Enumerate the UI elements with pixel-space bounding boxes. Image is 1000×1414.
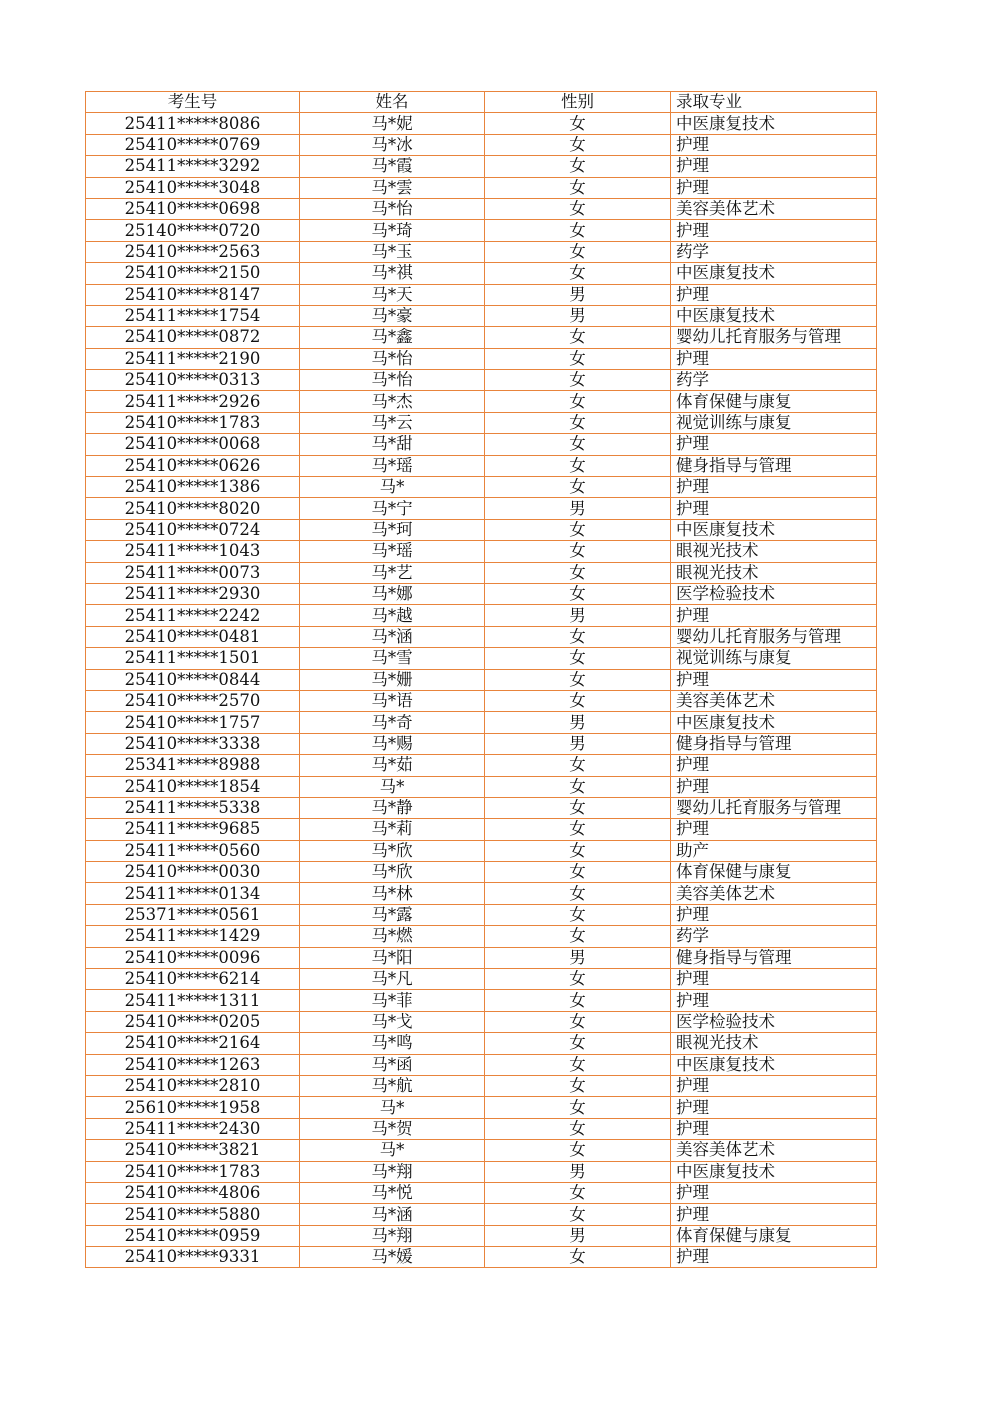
major-cell: 眼视光技术 <box>671 562 877 583</box>
name-cell: 马*悦 <box>300 1182 485 1203</box>
name-cell: 马*姗 <box>300 669 485 690</box>
table-row <box>86 562 877 583</box>
exam-number-cell: 25410*****8020 <box>86 498 300 519</box>
gender-cell: 男 <box>485 1225 671 1246</box>
gender-cell: 女 <box>485 541 671 562</box>
name-cell: 马*翔 <box>300 1225 485 1246</box>
major-cell: 婴幼儿托育服务与管理 <box>671 327 877 348</box>
major-cell: 中医康复技术 <box>671 1054 877 1075</box>
major-cell: 护理 <box>671 1097 877 1118</box>
table-row <box>86 648 877 669</box>
table-row <box>86 391 877 412</box>
gender-cell: 女 <box>485 969 671 990</box>
table-row <box>86 883 877 904</box>
gender-cell: 女 <box>485 434 671 455</box>
name-cell: 马*林 <box>300 883 485 904</box>
table-row <box>86 819 877 840</box>
exam-number-cell: 25410*****2570 <box>86 690 300 711</box>
gender-cell: 女 <box>485 883 671 904</box>
gender-cell: 女 <box>485 113 671 134</box>
gender-cell: 女 <box>485 840 671 861</box>
gender-cell: 女 <box>485 263 671 284</box>
header-gender: 性别 <box>485 92 671 113</box>
exam-number-cell: 25410*****1854 <box>86 776 300 797</box>
exam-number-cell: 25410*****0959 <box>86 1225 300 1246</box>
gender-cell: 女 <box>485 134 671 155</box>
table-row <box>86 220 877 241</box>
gender-cell: 女 <box>485 1033 671 1054</box>
exam-number-cell: 25411*****8086 <box>86 113 300 134</box>
gender-cell: 女 <box>485 220 671 241</box>
exam-number-cell: 25410*****3048 <box>86 177 300 198</box>
table-row <box>86 263 877 284</box>
major-cell: 医学检验技术 <box>671 583 877 604</box>
exam-number-cell: 25411*****2930 <box>86 583 300 604</box>
table-row <box>86 241 877 262</box>
table-row <box>86 1118 877 1139</box>
name-cell: 马*琦 <box>300 220 485 241</box>
table-row <box>86 712 877 733</box>
gender-cell: 女 <box>485 391 671 412</box>
major-cell: 护理 <box>671 434 877 455</box>
exam-number-cell: 25411*****2242 <box>86 605 300 626</box>
gender-cell: 女 <box>485 562 671 583</box>
table-row <box>86 519 877 540</box>
gender-cell: 女 <box>485 669 671 690</box>
major-cell: 体育保健与康复 <box>671 862 877 883</box>
name-cell: 马*瑶 <box>300 541 485 562</box>
name-cell: 马*甜 <box>300 434 485 455</box>
gender-cell: 男 <box>485 1161 671 1182</box>
exam-number-cell: 25410*****4806 <box>86 1182 300 1203</box>
name-cell: 马*雪 <box>300 648 485 669</box>
gender-cell: 女 <box>485 1140 671 1161</box>
table-row <box>86 969 877 990</box>
major-cell: 助产 <box>671 840 877 861</box>
name-cell: 马*茹 <box>300 755 485 776</box>
table-header-row <box>86 92 877 113</box>
exam-number-cell: 25410*****1757 <box>86 712 300 733</box>
major-cell: 护理 <box>671 1247 877 1268</box>
table-row <box>86 113 877 134</box>
exam-number-cell: 25410*****1783 <box>86 412 300 433</box>
name-cell: 马*艺 <box>300 562 485 583</box>
name-cell: 马*翔 <box>300 1161 485 1182</box>
gender-cell: 男 <box>485 712 671 733</box>
name-cell: 马*欣 <box>300 862 485 883</box>
name-cell: 马*露 <box>300 904 485 925</box>
exam-number-cell: 25411*****5338 <box>86 797 300 818</box>
exam-number-cell: 25410*****1263 <box>86 1054 300 1075</box>
name-cell: 马*云 <box>300 412 485 433</box>
table-row <box>86 134 877 155</box>
name-cell: 马*越 <box>300 605 485 626</box>
gender-cell: 女 <box>485 455 671 476</box>
name-cell: 马*珂 <box>300 519 485 540</box>
table-row <box>86 626 877 647</box>
table-row <box>86 690 877 711</box>
exam-number-cell: 25411*****2190 <box>86 348 300 369</box>
name-cell: 马*鸣 <box>300 1033 485 1054</box>
table-row <box>86 498 877 519</box>
exam-number-cell: 25410*****2563 <box>86 241 300 262</box>
header-major: 录取专业 <box>671 92 877 113</box>
major-cell: 护理 <box>671 819 877 840</box>
admission-table <box>85 91 877 1268</box>
major-cell: 体育保健与康复 <box>671 1225 877 1246</box>
exam-number-cell: 25410*****1783 <box>86 1161 300 1182</box>
table-row <box>86 541 877 562</box>
exam-number-cell: 25610*****1958 <box>86 1097 300 1118</box>
table-row <box>86 455 877 476</box>
exam-number-cell: 25371*****0561 <box>86 904 300 925</box>
name-cell: 马*赐 <box>300 733 485 754</box>
gender-cell: 女 <box>485 819 671 840</box>
gender-cell: 女 <box>485 583 671 604</box>
gender-cell: 女 <box>485 1182 671 1203</box>
table-row <box>86 348 877 369</box>
gender-cell: 男 <box>485 305 671 326</box>
gender-cell: 男 <box>485 733 671 754</box>
table-row <box>86 797 877 818</box>
gender-cell: 女 <box>485 1097 671 1118</box>
table-row <box>86 605 877 626</box>
exam-number-cell: 25410*****0481 <box>86 626 300 647</box>
major-cell: 护理 <box>671 669 877 690</box>
major-cell: 护理 <box>671 1075 877 1096</box>
admission-list-sheet <box>85 91 876 1268</box>
gender-cell: 女 <box>485 519 671 540</box>
gender-cell: 女 <box>485 327 671 348</box>
exam-number-cell: 25410*****0769 <box>86 134 300 155</box>
major-cell: 药学 <box>671 241 877 262</box>
major-cell: 美容美体艺术 <box>671 198 877 219</box>
table-row <box>86 434 877 455</box>
exam-number-cell: 25411*****0560 <box>86 840 300 861</box>
major-cell: 婴幼儿托育服务与管理 <box>671 626 877 647</box>
major-cell: 护理 <box>671 605 877 626</box>
gender-cell: 女 <box>485 797 671 818</box>
major-cell: 中医康复技术 <box>671 263 877 284</box>
exam-number-cell: 25410*****2810 <box>86 1075 300 1096</box>
table-row <box>86 1097 877 1118</box>
table-row <box>86 904 877 925</box>
exam-number-cell: 25411*****3292 <box>86 156 300 177</box>
name-cell: 马*欣 <box>300 840 485 861</box>
exam-number-cell: 25411*****2430 <box>86 1118 300 1139</box>
name-cell: 马*航 <box>300 1075 485 1096</box>
major-cell: 护理 <box>671 755 877 776</box>
name-cell: 马*涵 <box>300 626 485 647</box>
table-row <box>86 583 877 604</box>
major-cell: 护理 <box>671 1118 877 1139</box>
name-cell: 马*涵 <box>300 1204 485 1225</box>
exam-number-cell: 25410*****3821 <box>86 1140 300 1161</box>
major-cell: 美容美体艺术 <box>671 1140 877 1161</box>
table-row <box>86 1247 877 1268</box>
major-cell: 中医康复技术 <box>671 712 877 733</box>
major-cell: 护理 <box>671 348 877 369</box>
exam-number-cell: 25410*****0724 <box>86 519 300 540</box>
gender-cell: 女 <box>485 690 671 711</box>
major-cell: 中医康复技术 <box>671 305 877 326</box>
major-cell: 眼视光技术 <box>671 541 877 562</box>
major-cell: 护理 <box>671 284 877 305</box>
gender-cell: 女 <box>485 1118 671 1139</box>
table-row <box>86 370 877 391</box>
table-body <box>86 113 877 1268</box>
name-cell: 马*祺 <box>300 263 485 284</box>
exam-number-cell: 25410*****2150 <box>86 263 300 284</box>
exam-number-cell: 25411*****2926 <box>86 391 300 412</box>
name-cell: 马*玉 <box>300 241 485 262</box>
table-row <box>86 1075 877 1096</box>
exam-number-cell: 25410*****0844 <box>86 669 300 690</box>
major-cell: 美容美体艺术 <box>671 690 877 711</box>
name-cell: 马* <box>300 477 485 498</box>
table-row <box>86 412 877 433</box>
major-cell: 中医康复技术 <box>671 519 877 540</box>
exam-number-cell: 25410*****0068 <box>86 434 300 455</box>
exam-number-cell: 25341*****8988 <box>86 755 300 776</box>
table-row <box>86 1204 877 1225</box>
major-cell: 护理 <box>671 177 877 198</box>
name-cell: 马*莉 <box>300 819 485 840</box>
table-row <box>86 840 877 861</box>
table-row <box>86 1033 877 1054</box>
table-row <box>86 327 877 348</box>
table-row <box>86 990 877 1011</box>
exam-number-cell: 25410*****3338 <box>86 733 300 754</box>
table-row <box>86 284 877 305</box>
major-cell: 护理 <box>671 969 877 990</box>
gender-cell: 女 <box>485 477 671 498</box>
name-cell: 马*娜 <box>300 583 485 604</box>
exam-number-cell: 25410*****0626 <box>86 455 300 476</box>
table-row <box>86 669 877 690</box>
name-cell: 马*阳 <box>300 947 485 968</box>
exam-number-cell: 25411*****1311 <box>86 990 300 1011</box>
exam-number-cell: 25411*****0073 <box>86 562 300 583</box>
exam-number-cell: 25410*****1386 <box>86 477 300 498</box>
name-cell: 马*杰 <box>300 391 485 412</box>
gender-cell: 女 <box>485 648 671 669</box>
major-cell: 护理 <box>671 990 877 1011</box>
name-cell: 马* <box>300 1140 485 1161</box>
gender-cell: 女 <box>485 1075 671 1096</box>
exam-number-cell: 25411*****1429 <box>86 926 300 947</box>
gender-cell: 女 <box>485 241 671 262</box>
header-exam-number: 考生号 <box>86 92 300 113</box>
name-cell: 马*鑫 <box>300 327 485 348</box>
name-cell: 马*奇 <box>300 712 485 733</box>
table-row <box>86 755 877 776</box>
name-cell: 马* <box>300 1097 485 1118</box>
name-cell: 马*怡 <box>300 370 485 391</box>
gender-cell: 女 <box>485 177 671 198</box>
name-cell: 马*天 <box>300 284 485 305</box>
gender-cell: 女 <box>485 348 671 369</box>
name-cell: 马*瑶 <box>300 455 485 476</box>
gender-cell: 女 <box>485 990 671 1011</box>
major-cell: 美容美体艺术 <box>671 883 877 904</box>
major-cell: 护理 <box>671 477 877 498</box>
exam-number-cell: 25411*****9685 <box>86 819 300 840</box>
table-row <box>86 156 877 177</box>
major-cell: 中医康复技术 <box>671 1161 877 1182</box>
exam-number-cell: 25410*****6214 <box>86 969 300 990</box>
table-row <box>86 776 877 797</box>
table-row <box>86 733 877 754</box>
name-cell: 马* <box>300 776 485 797</box>
exam-number-cell: 25410*****0205 <box>86 1011 300 1032</box>
gender-cell: 男 <box>485 605 671 626</box>
table-row <box>86 198 877 219</box>
exam-number-cell: 25410*****0872 <box>86 327 300 348</box>
name-cell: 马*怡 <box>300 348 485 369</box>
exam-number-cell: 25410*****0313 <box>86 370 300 391</box>
gender-cell: 女 <box>485 198 671 219</box>
name-cell: 马*菲 <box>300 990 485 1011</box>
table-row <box>86 1011 877 1032</box>
gender-cell: 女 <box>485 862 671 883</box>
major-cell: 护理 <box>671 156 877 177</box>
major-cell: 医学检验技术 <box>671 1011 877 1032</box>
name-cell: 马*戈 <box>300 1011 485 1032</box>
major-cell: 护理 <box>671 134 877 155</box>
name-cell: 马*函 <box>300 1054 485 1075</box>
table-row <box>86 862 877 883</box>
major-cell: 眼视光技术 <box>671 1033 877 1054</box>
name-cell: 马*妮 <box>300 113 485 134</box>
exam-number-cell: 25411*****1501 <box>86 648 300 669</box>
header-name: 姓名 <box>300 92 485 113</box>
exam-number-cell: 25410*****2164 <box>86 1033 300 1054</box>
table-row <box>86 1161 877 1182</box>
major-cell: 护理 <box>671 776 877 797</box>
table-row <box>86 477 877 498</box>
gender-cell: 女 <box>485 626 671 647</box>
major-cell: 中医康复技术 <box>671 113 877 134</box>
exam-number-cell: 25410*****5880 <box>86 1204 300 1225</box>
major-cell: 护理 <box>671 1204 877 1225</box>
exam-number-cell: 25410*****0698 <box>86 198 300 219</box>
gender-cell: 女 <box>485 156 671 177</box>
table-row <box>86 305 877 326</box>
name-cell: 马*怡 <box>300 198 485 219</box>
table-row <box>86 947 877 968</box>
table-row <box>86 926 877 947</box>
major-cell: 护理 <box>671 904 877 925</box>
exam-number-cell: 25140*****0720 <box>86 220 300 241</box>
name-cell: 马*霞 <box>300 156 485 177</box>
major-cell: 健身指导与管理 <box>671 455 877 476</box>
table-row <box>86 1140 877 1161</box>
name-cell: 马*贺 <box>300 1118 485 1139</box>
gender-cell: 女 <box>485 412 671 433</box>
exam-number-cell: 25410*****0096 <box>86 947 300 968</box>
name-cell: 马*静 <box>300 797 485 818</box>
name-cell: 马*语 <box>300 690 485 711</box>
major-cell: 体育保健与康复 <box>671 391 877 412</box>
exam-number-cell: 25410*****0030 <box>86 862 300 883</box>
major-cell: 婴幼儿托育服务与管理 <box>671 797 877 818</box>
major-cell: 药学 <box>671 926 877 947</box>
gender-cell: 女 <box>485 1247 671 1268</box>
name-cell: 马*雲 <box>300 177 485 198</box>
exam-number-cell: 25410*****8147 <box>86 284 300 305</box>
gender-cell: 男 <box>485 947 671 968</box>
major-cell: 护理 <box>671 498 877 519</box>
gender-cell: 男 <box>485 498 671 519</box>
name-cell: 马*凡 <box>300 969 485 990</box>
major-cell: 药学 <box>671 370 877 391</box>
major-cell: 健身指导与管理 <box>671 733 877 754</box>
gender-cell: 女 <box>485 1011 671 1032</box>
gender-cell: 女 <box>485 370 671 391</box>
exam-number-cell: 25410*****9331 <box>86 1247 300 1268</box>
name-cell: 马*燃 <box>300 926 485 947</box>
gender-cell: 女 <box>485 776 671 797</box>
major-cell: 护理 <box>671 1182 877 1203</box>
major-cell: 视觉训练与康复 <box>671 648 877 669</box>
gender-cell: 男 <box>485 284 671 305</box>
gender-cell: 女 <box>485 1204 671 1225</box>
exam-number-cell: 25411*****1754 <box>86 305 300 326</box>
name-cell: 马*媛 <box>300 1247 485 1268</box>
table-row <box>86 1054 877 1075</box>
major-cell: 健身指导与管理 <box>671 947 877 968</box>
gender-cell: 女 <box>485 926 671 947</box>
gender-cell: 女 <box>485 755 671 776</box>
exam-number-cell: 25411*****0134 <box>86 883 300 904</box>
table-row <box>86 1182 877 1203</box>
table-row <box>86 1225 877 1246</box>
exam-number-cell: 25411*****1043 <box>86 541 300 562</box>
gender-cell: 女 <box>485 1054 671 1075</box>
name-cell: 马*冰 <box>300 134 485 155</box>
name-cell: 马*宁 <box>300 498 485 519</box>
table-row <box>86 177 877 198</box>
gender-cell: 女 <box>485 904 671 925</box>
major-cell: 视觉训练与康复 <box>671 412 877 433</box>
major-cell: 护理 <box>671 220 877 241</box>
name-cell: 马*豪 <box>300 305 485 326</box>
